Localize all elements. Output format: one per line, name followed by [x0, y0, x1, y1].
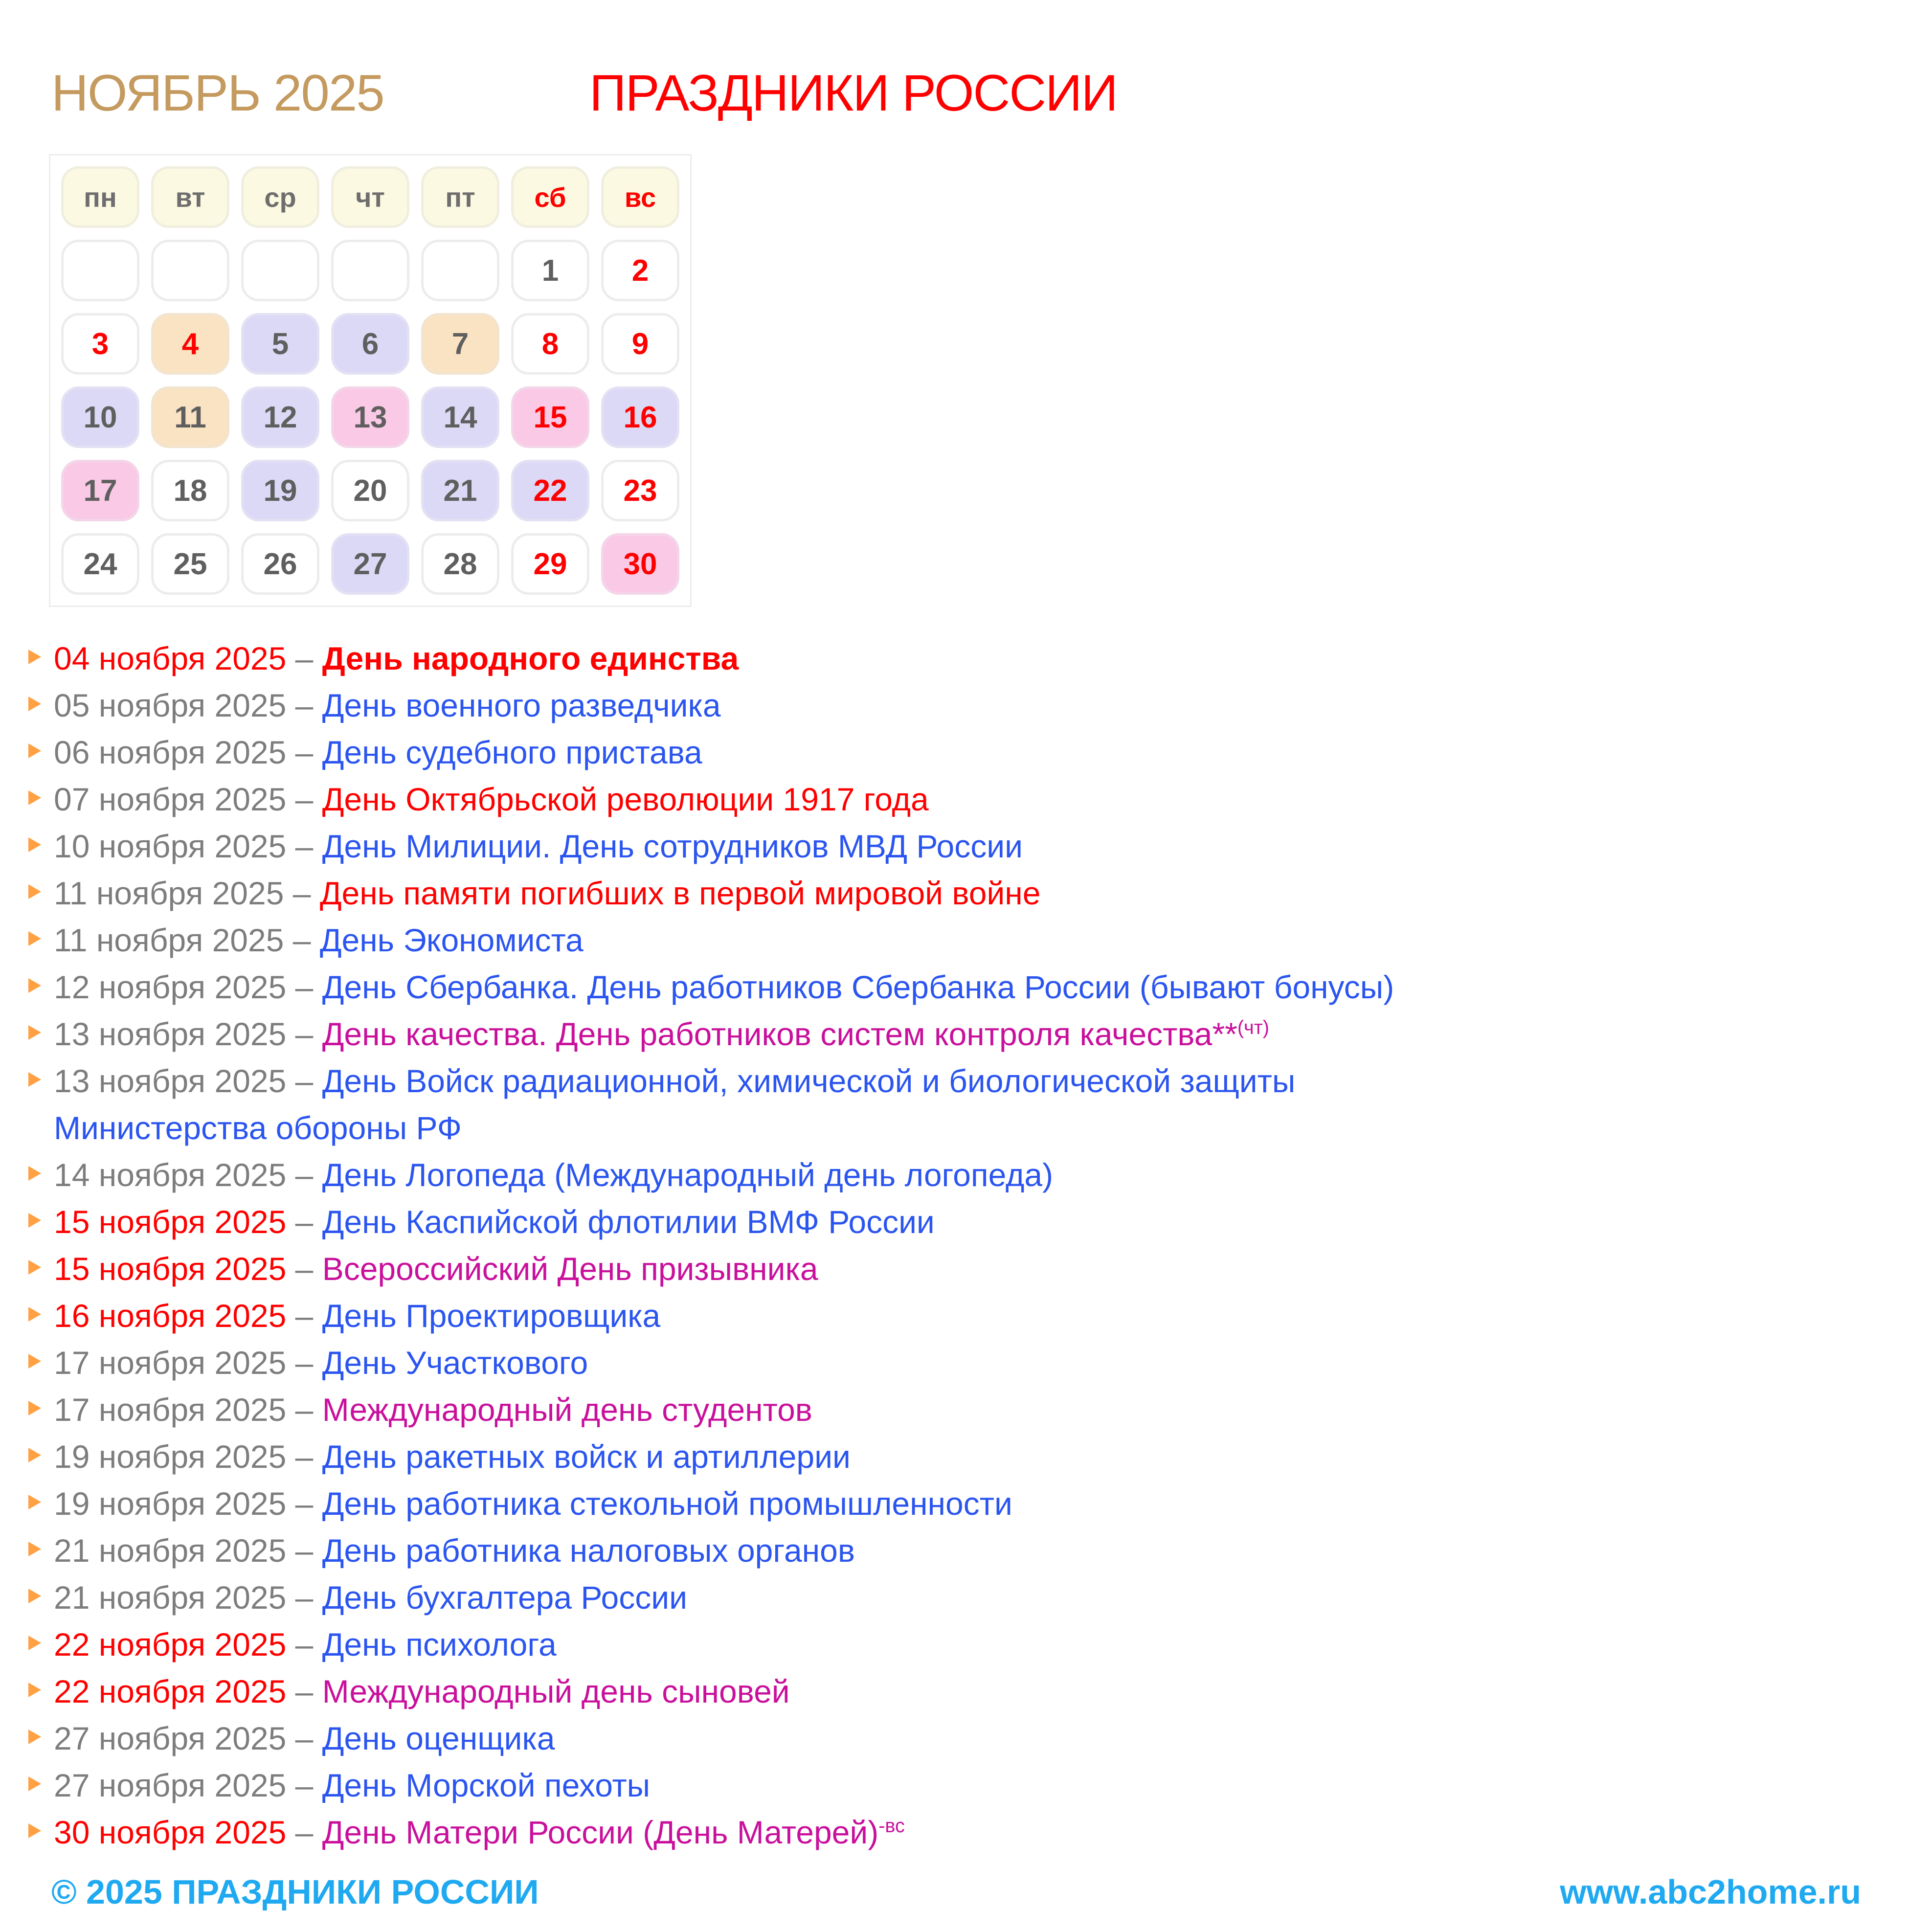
holiday-item	[28, 823, 1904, 870]
day-cell-9: 9	[601, 313, 679, 375]
arrow-bullet-icon	[28, 837, 41, 852]
holiday-item	[28, 1386, 1904, 1433]
dash-separator: –	[286, 1673, 322, 1709]
holiday-name-link[interactable]: День Логопеда (Международный день логопеда)	[322, 1157, 1054, 1193]
day-cell-17: 17	[61, 460, 139, 521]
day-cell-8: 8	[511, 313, 589, 375]
dash-separator: –	[286, 1392, 322, 1428]
day-cell-29: 29	[511, 533, 589, 595]
day-cell-27: 27	[331, 533, 409, 595]
holiday-name-link[interactable]: День работника налоговых органов	[322, 1532, 855, 1569]
weekday-header-пн: пн	[61, 166, 139, 228]
day-cell-7: 7	[421, 313, 499, 375]
arrow-bullet-icon	[28, 1213, 41, 1228]
holiday-name-continuation[interactable]: Министерства обороны РФ	[54, 1110, 462, 1146]
holiday-date: 13 ноября 2025	[54, 1016, 287, 1052]
holiday-item	[28, 1339, 1904, 1386]
weekday-header-вс: вс	[601, 166, 679, 228]
dash-separator: –	[286, 1063, 322, 1099]
holiday-name-link[interactable]: День Экономиста	[319, 922, 584, 958]
day-cell-16: 16	[601, 386, 679, 448]
dash-separator: –	[286, 1720, 322, 1756]
arrow-bullet-icon	[28, 884, 41, 899]
holiday-name-link[interactable]: День Сбербанка. День работников Сбербанка России (бывают бонусы)	[322, 969, 1394, 1005]
day-cell-2: 2	[601, 240, 679, 301]
day-cell-26: 26	[241, 533, 319, 595]
holiday-name-link[interactable]: День Морской пехоты	[322, 1767, 651, 1803]
day-cell-19: 19	[241, 460, 319, 521]
day-cell-empty	[241, 240, 319, 301]
day-cell-28: 28	[421, 533, 499, 595]
holiday-item	[28, 964, 1904, 1011]
day-cell-1: 1	[511, 240, 589, 301]
dash-separator: –	[286, 1157, 322, 1193]
dash-separator: –	[284, 875, 320, 911]
holiday-name-link[interactable]: День Проектировщика	[322, 1298, 661, 1334]
holiday-date: 13 ноября 2025	[54, 1063, 287, 1099]
holiday-item	[28, 1762, 1904, 1809]
dash-separator: –	[286, 1579, 322, 1616]
dash-separator: –	[286, 734, 322, 770]
arrow-bullet-icon	[28, 1025, 41, 1040]
holiday-date: 21 ноября 2025	[54, 1532, 287, 1569]
holiday-item	[28, 1809, 1904, 1856]
day-cell-13: 13	[331, 386, 409, 448]
holiday-name-link[interactable]: День Участкового	[322, 1345, 588, 1381]
dash-separator: –	[286, 1485, 322, 1522]
holiday-date: 17 ноября 2025	[54, 1392, 287, 1428]
holiday-name-link[interactable]: День Войск радиационной, химической и биологической защиты	[322, 1063, 1296, 1099]
holiday-item	[28, 635, 1904, 682]
holiday-name-superscript: (чт)	[1237, 1017, 1269, 1038]
day-cell-10: 10	[61, 386, 139, 448]
arrow-bullet-icon	[28, 1072, 41, 1087]
arrow-bullet-icon	[28, 1401, 41, 1415]
day-cell-12: 12	[241, 386, 319, 448]
day-cell-24: 24	[61, 533, 139, 595]
day-cell-14: 14	[421, 386, 499, 448]
holiday-date: 16 ноября 2025	[54, 1298, 287, 1334]
holiday-item	[28, 682, 1904, 729]
holiday-name-link[interactable]: День Матери России (День Матерей)$^{-вс}$	[322, 1814, 905, 1850]
weekday-header-сб: сб	[511, 166, 589, 228]
holiday-name-link[interactable]: День памяти погибших в первой мировой войне	[319, 875, 1041, 911]
holiday-name-link[interactable]: День судебного пристава	[322, 734, 702, 770]
arrow-bullet-icon	[28, 1307, 41, 1322]
holiday-name-link[interactable]: День оценщика	[322, 1720, 555, 1756]
arrow-bullet-icon	[28, 1683, 41, 1697]
holiday-item	[28, 1715, 1904, 1762]
holiday-date: 15 ноября 2025	[54, 1204, 287, 1240]
day-cell-15: 15	[511, 386, 589, 448]
holiday-name-link[interactable]: День качества. День работников систем контроля качества**$^{(чт)}$	[322, 1016, 1269, 1052]
arrow-bullet-icon	[28, 1448, 41, 1462]
holiday-item	[28, 1057, 1904, 1151]
holiday-date: 10 ноября 2025	[54, 828, 287, 864]
day-cell-30: 30	[601, 533, 679, 595]
holiday-item	[28, 1574, 1904, 1621]
dash-separator: –	[286, 1626, 322, 1662]
dash-separator: –	[286, 1298, 322, 1334]
holiday-name-link[interactable]: Международный день студентов	[322, 1392, 812, 1428]
holiday-item	[28, 1011, 1904, 1057]
dash-separator: –	[286, 1814, 322, 1850]
holiday-date: 06 ноября 2025	[54, 734, 287, 770]
dash-separator: –	[286, 828, 322, 864]
arrow-bullet-icon	[28, 696, 41, 711]
arrow-bullet-icon	[28, 931, 41, 946]
holiday-name-superscript: -вс	[878, 1815, 905, 1837]
holiday-date: 11 ноября 2025	[54, 922, 284, 958]
arrow-bullet-icon	[28, 650, 41, 664]
holiday-item	[28, 1198, 1904, 1245]
dash-separator: –	[286, 1767, 322, 1803]
page-title-main: ПРАЗДНИКИ РОССИИ	[589, 65, 1117, 122]
dash-separator: –	[286, 1438, 322, 1475]
day-cell-21: 21	[421, 460, 499, 521]
page-title-month: НОЯБРЬ 2025	[51, 65, 384, 122]
dash-separator: –	[286, 1204, 322, 1240]
dash-separator: –	[286, 687, 322, 723]
holiday-item	[28, 1480, 1904, 1527]
day-cell-18: 18	[151, 460, 229, 521]
holiday-item	[28, 776, 1904, 823]
dash-separator: –	[286, 1532, 322, 1569]
day-cell-5: 5	[241, 313, 319, 375]
calendar-grid	[49, 154, 692, 607]
holiday-date: 27 ноября 2025	[54, 1767, 287, 1803]
footer	[51, 1872, 1861, 1911]
day-cell-11: 11	[151, 386, 229, 448]
day-cell-20: 20	[331, 460, 409, 521]
holiday-date: 07 ноября 2025	[54, 781, 287, 817]
dash-separator: –	[286, 640, 322, 676]
weekday-header-ср: ср	[241, 166, 319, 228]
holiday-date: 30 ноября 2025	[54, 1814, 287, 1850]
holiday-name-link[interactable]: День Октябрьской революции 1917 года	[322, 781, 929, 817]
holiday-date: 19 ноября 2025	[54, 1438, 287, 1475]
holiday-date: 14 ноября 2025	[54, 1157, 287, 1193]
holiday-name-link[interactable]: День народного единства	[322, 640, 739, 676]
weekday-header-пт: пт	[421, 166, 499, 228]
holiday-date: 11 ноября 2025	[54, 875, 284, 911]
holiday-date: 04 ноября 2025	[54, 640, 287, 676]
dash-separator: –	[286, 1251, 322, 1287]
holiday-name-link[interactable]: День Каспийской флотилии ВМФ России	[322, 1204, 935, 1240]
day-cell-25: 25	[151, 533, 229, 595]
holiday-item	[28, 917, 1904, 964]
arrow-bullet-icon	[28, 1354, 41, 1369]
day-cell-3: 3	[61, 313, 139, 375]
day-cell-empty	[331, 240, 409, 301]
dash-separator: –	[286, 969, 322, 1005]
day-cell-23: 23	[601, 460, 679, 521]
holiday-name-link[interactable]: День ракетных войск и артиллерии	[322, 1438, 851, 1475]
holiday-name-link[interactable]: Международный день сыновей	[322, 1673, 790, 1709]
holiday-date: 27 ноября 2025	[54, 1720, 287, 1756]
arrow-bullet-icon	[28, 1636, 41, 1650]
holiday-item	[28, 729, 1904, 776]
holiday-item	[28, 1668, 1904, 1715]
arrow-bullet-icon	[28, 1823, 41, 1838]
weekday-header-чт: чт	[331, 166, 409, 228]
holiday-list	[28, 635, 1904, 1856]
arrow-bullet-icon	[28, 1260, 41, 1275]
day-cell-empty	[61, 240, 139, 301]
holiday-date: 22 ноября 2025	[54, 1673, 287, 1709]
holiday-name-link[interactable]: День военного разведчика	[322, 687, 721, 723]
arrow-bullet-icon	[28, 1542, 41, 1556]
holiday-date: 05 ноября 2025	[54, 687, 287, 723]
holiday-item	[28, 1433, 1904, 1480]
holiday-name-link[interactable]: День работника стекольной промышленности	[322, 1485, 1012, 1522]
arrow-bullet-icon	[28, 790, 41, 805]
day-cell-empty	[421, 240, 499, 301]
holiday-name-link[interactable]: День Милиции. День сотрудников МВД России	[322, 828, 1023, 864]
day-cell-empty	[151, 240, 229, 301]
holiday-item	[28, 1245, 1904, 1292]
holiday-item	[28, 1621, 1904, 1668]
dash-separator: –	[284, 922, 320, 958]
holiday-item	[28, 1527, 1904, 1574]
arrow-bullet-icon	[28, 978, 41, 993]
holiday-name-link[interactable]: День бухгалтера России	[322, 1579, 687, 1616]
day-cell-4: 4	[151, 313, 229, 375]
dash-separator: –	[286, 781, 322, 817]
day-cell-6: 6	[331, 313, 409, 375]
holiday-date: 12 ноября 2025	[54, 969, 287, 1005]
holiday-name-link[interactable]: День психолога	[322, 1626, 557, 1662]
footer-website-link[interactable]: www.abc2home.ru	[1560, 1873, 1861, 1911]
dash-separator: –	[286, 1016, 322, 1052]
day-cell-22: 22	[511, 460, 589, 521]
holiday-item	[28, 870, 1904, 917]
weekday-header-вт: вт	[151, 166, 229, 228]
holiday-date: 15 ноября 2025	[54, 1251, 287, 1287]
arrow-bullet-icon	[28, 743, 41, 758]
arrow-bullet-icon	[28, 1730, 41, 1744]
holiday-item	[28, 1292, 1904, 1339]
dash-separator: –	[286, 1345, 322, 1381]
holiday-date: 17 ноября 2025	[54, 1345, 287, 1381]
holiday-item	[28, 1151, 1904, 1198]
holiday-date: 19 ноября 2025	[54, 1485, 287, 1522]
arrow-bullet-icon	[28, 1166, 41, 1181]
arrow-bullet-icon	[28, 1495, 41, 1509]
holiday-name-link[interactable]: Всероссийский День призывника	[322, 1251, 818, 1287]
arrow-bullet-icon	[28, 1776, 41, 1791]
holiday-date: 22 ноября 2025	[54, 1626, 287, 1662]
holiday-date: 21 ноября 2025	[54, 1579, 287, 1616]
footer-copyright: © 2025 ПРАЗДНИКИ РОССИИ	[51, 1873, 539, 1911]
arrow-bullet-icon	[28, 1589, 41, 1603]
